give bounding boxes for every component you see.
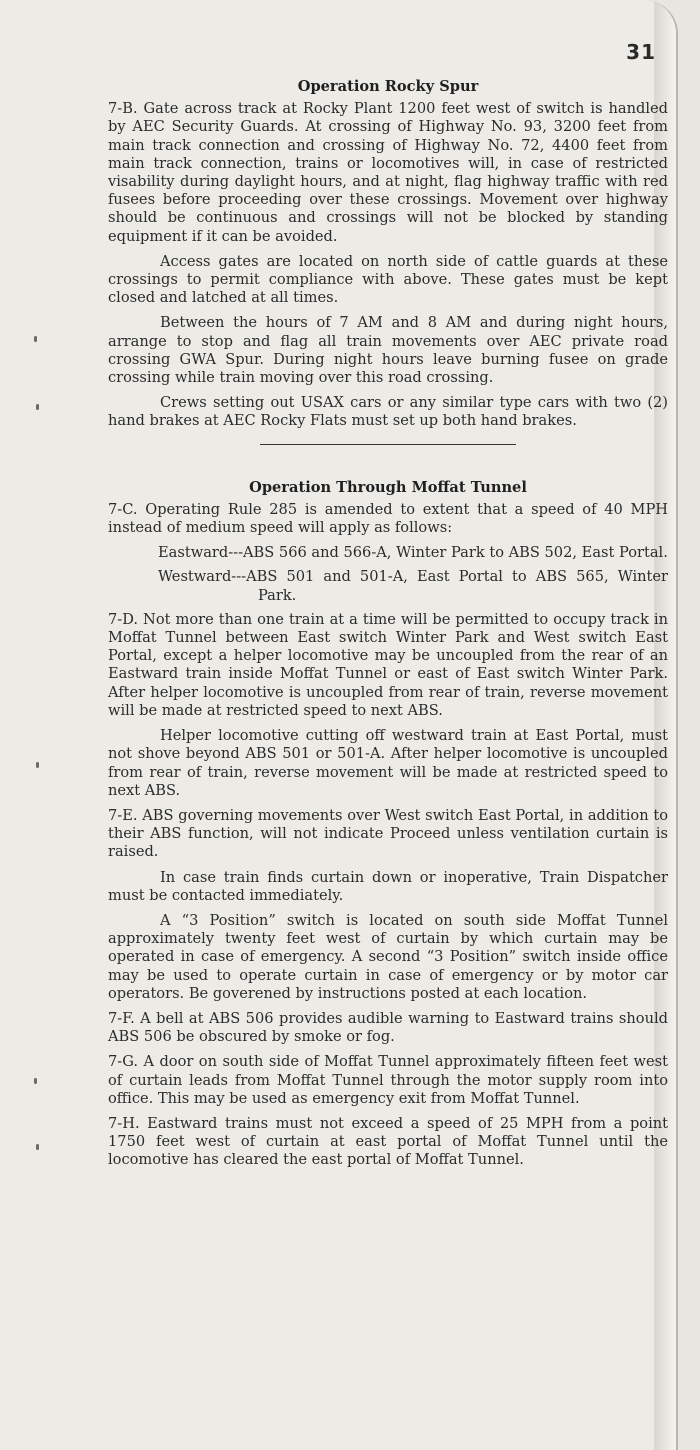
- paragraph-7g: 7-G. A door on south side of Moffat Tunnel approximately fifteen feet west of curtain leads from Moffat Tunnel through the motor supply room into office. This may be used as emergency exit from Moffat Tunnel.: [108, 1053, 668, 1107]
- paragraph-westward: Westward---ABS 501 and 501-A, East Portal to ABS 565, Winter Park.: [158, 568, 668, 604]
- margin-mark: [36, 404, 39, 410]
- margin-mark: [36, 1144, 39, 1150]
- margin-mark: [36, 762, 39, 768]
- margin-mark: [34, 336, 37, 342]
- paragraph-eastward: Eastward---ABS 566 and 566-A, Winter Park to ABS 502, East Portal.: [158, 544, 668, 562]
- paragraph-access-gates: Access gates are located on north side of cattle guards at these crossings to permit compliance with above. These gates must be kept closed and latched at all times.: [108, 252, 668, 307]
- section-heading-rocky-spur: Operation Rocky Spur: [297, 78, 479, 95]
- paragraph-curtain-down: In case train finds curtain down or inoperative, Train Dispatcher must be contacted immediately.: [108, 868, 668, 904]
- section-heading-moffat-tunnel: Operation Through Moffat Tunnel: [249, 478, 527, 496]
- paragraph-7e: 7-E. ABS governing movements over West switch East Portal, in addition to their ABS function, will not indicate Proceed unless ventilation curtain is raised.: [108, 806, 668, 861]
- section-divider: [260, 444, 516, 445]
- paragraph-3-position-switch: A “3 Position” switch is located on south side Moffat Tunnel approximately twenty feet west of curtain by which curtain may be operated in case of emergency. A second “3 Position” switch inside office may be used to operate curtain in case of emergency or by motor car operators. Be goverened by instructions posted at each location.: [108, 911, 668, 1002]
- paragraph-usax-cars: Crews setting out USAX cars or any similar type cars with two (2) hand brakes at AEC Rocky Flats must set up both hand brakes.: [108, 394, 668, 430]
- paragraph-7h: 7-H. Eastward trains must not exceed a speed of 25 MPH from a point 1750 feet west of curtain at east portal of Moffat Tunnel until the locomotive has cleared the east portal of Moffat Tunnel.: [108, 1114, 668, 1169]
- paragraph-7c: 7-C. Operating Rule 285 is amended to extent that a speed of 40 MPH instead of medium speed will apply as follows:: [108, 500, 668, 537]
- page-content: [108, 78, 668, 1177]
- paragraph-night-hours: Between the hours of 7 AM and 8 AM and during night hours, arrange to stop and flag all train movements over AEC private road crossing GWA Spur. During night hours leave burning fusee on grade crossing while train moving over this road crossing.: [108, 314, 668, 387]
- margin-mark: [34, 1078, 37, 1084]
- paragraph-7f: 7-F. A bell at ABS 506 provides audible warning to Eastward trains should ABS 506 be obscured by smoke or fog.: [108, 1009, 668, 1046]
- paragraph-7b: 7-B. Gate across track at Rocky Plant 1200 feet west of switch is handled by AEC Security Guards. At crossing of Highway No. 93, 3200 feet from main track connection and crossing of Highway No. 72, 4400 feet from main track connection, trains or locomotives will, in case of restricted visability during daylight hours, and at night, flag highway traffic with red fusees before proceeding over these crossings. Movement over highway should be continuous and crossings will not be blocked by standing equipment if it can be avoided.: [108, 100, 668, 245]
- paragraph-7d: 7-D. Not more than one train at a time will be permitted to occupy track in Moffat Tunnel between East switch Winter Park and West switch East Portal, except a helper locomotive may be uncoupled from the rear of an Eastward train inside Moffat Tunnel or east of East switch Winter Park. After helper locomotive is uncoupled from rear of train, reverse movement will be made at restricted speed to next ABS.: [108, 610, 668, 719]
- page-number: 31: [626, 40, 656, 64]
- paragraph-helper-locomotive: Helper locomotive cutting off westward train at East Portal, must not shove beyond ABS 501 or 501-A. After helper locomotive is uncoupled from rear of train, reverse movement will be made at restricted speed to next ABS.: [108, 727, 668, 799]
